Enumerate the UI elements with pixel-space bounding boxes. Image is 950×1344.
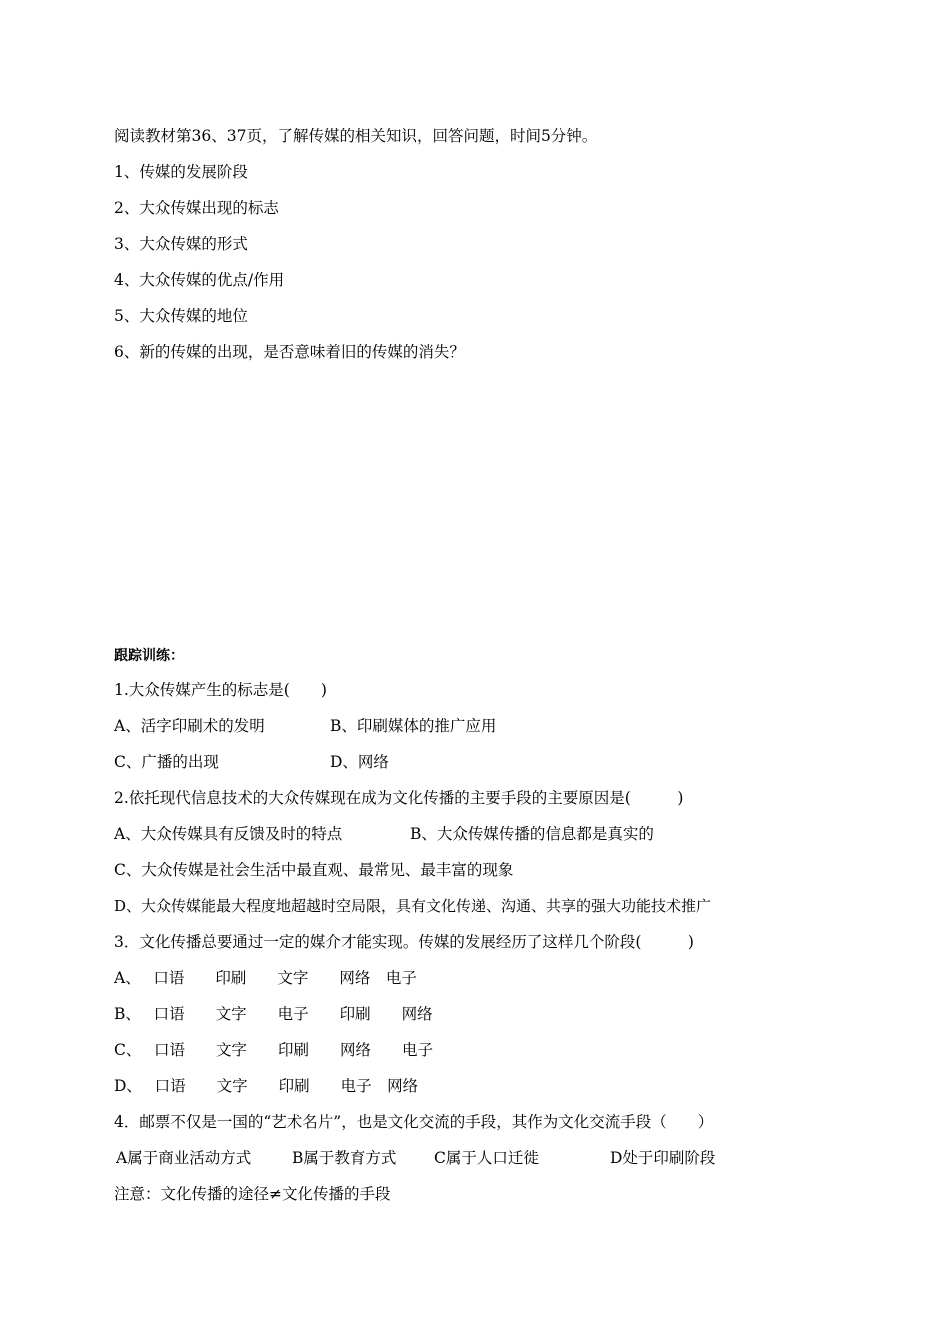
practice-q2-option-a: A、大众传媒具有反馈及时的特点 (114, 825, 343, 843)
question-1: 1、传媒的发展阶段 (114, 163, 248, 181)
practice-q4-option-b: B属于教育方式 (292, 1149, 397, 1167)
practice-q1-option-c: C、广播的出现 (114, 753, 219, 771)
question-2: 2、大众传媒出现的标志 (114, 199, 279, 217)
practice-q1-stem: 1.大众传媒产生的标志是( ) (114, 681, 327, 699)
practice-q2-stem: 2.依托现代信息技术的大众传媒现在成为文化传播的主要手段的主要原因是( ) (114, 789, 684, 807)
question-6: 6、新的传媒的出现，是否意味着旧的传媒的消失？ (114, 343, 465, 361)
practice-q4-option-a: A属于商业活动方式 (116, 1149, 252, 1167)
practice-q4-option-d: D处于印刷阶段 (610, 1149, 716, 1167)
practice-q3-option-b: B、 口语 文字 电子 印刷 网络 (114, 1005, 433, 1023)
practice-q3-stem: 3．文化传播总要通过一定的媒介才能实现。传媒的发展经历了这样几个阶段( ) (114, 933, 694, 951)
reading-instruction: 阅读教材第36、37页，了解传媒的相关知识，回答问题，时间5分钟。 (114, 127, 598, 145)
practice-q2-option-b: B、大众传媒传播的信息都是真实的 (410, 825, 654, 843)
question-3: 3、大众传媒的形式 (114, 235, 248, 253)
practice-q1-option-a: A、活字印刷术的发明 (114, 717, 265, 735)
practice-q2-option-c: C、大众传媒是社会生活中最直观、最常见、最丰富的现象 (114, 861, 514, 879)
practice-q3-option-c: C、 口语 文字 印刷 网络 电子 (114, 1041, 434, 1059)
question-4: 4、大众传媒的优点/作用 (114, 271, 285, 289)
practice-q4-stem: 4．邮票不仅是一国的“艺术名片”，也是文化交流的手段，其作为文化交流手段（ ） (114, 1113, 714, 1131)
note: 注意：文化传播的途径≠文化传播的手段 (114, 1185, 391, 1203)
practice-q3-option-a: A、 口语 印刷 文字 网络 电子 (114, 969, 417, 987)
practice-q2-option-d: D、大众传媒能最大程度地超越时空局限，具有文化传递、沟通、共享的强大功能技术推广 (114, 897, 712, 915)
practice-q4-option-c: C属于人口迁徙 (434, 1149, 539, 1167)
practice-q1-option-b: B、印刷媒体的推广应用 (330, 717, 497, 735)
practice-q3-option-d: D、 口语 文字 印刷 电子 网络 (114, 1077, 419, 1095)
practice-heading: 跟踪训练： (114, 648, 184, 664)
practice-q1-option-d: D、网络 (330, 753, 389, 771)
question-5: 5、大众传媒的地位 (114, 307, 248, 325)
